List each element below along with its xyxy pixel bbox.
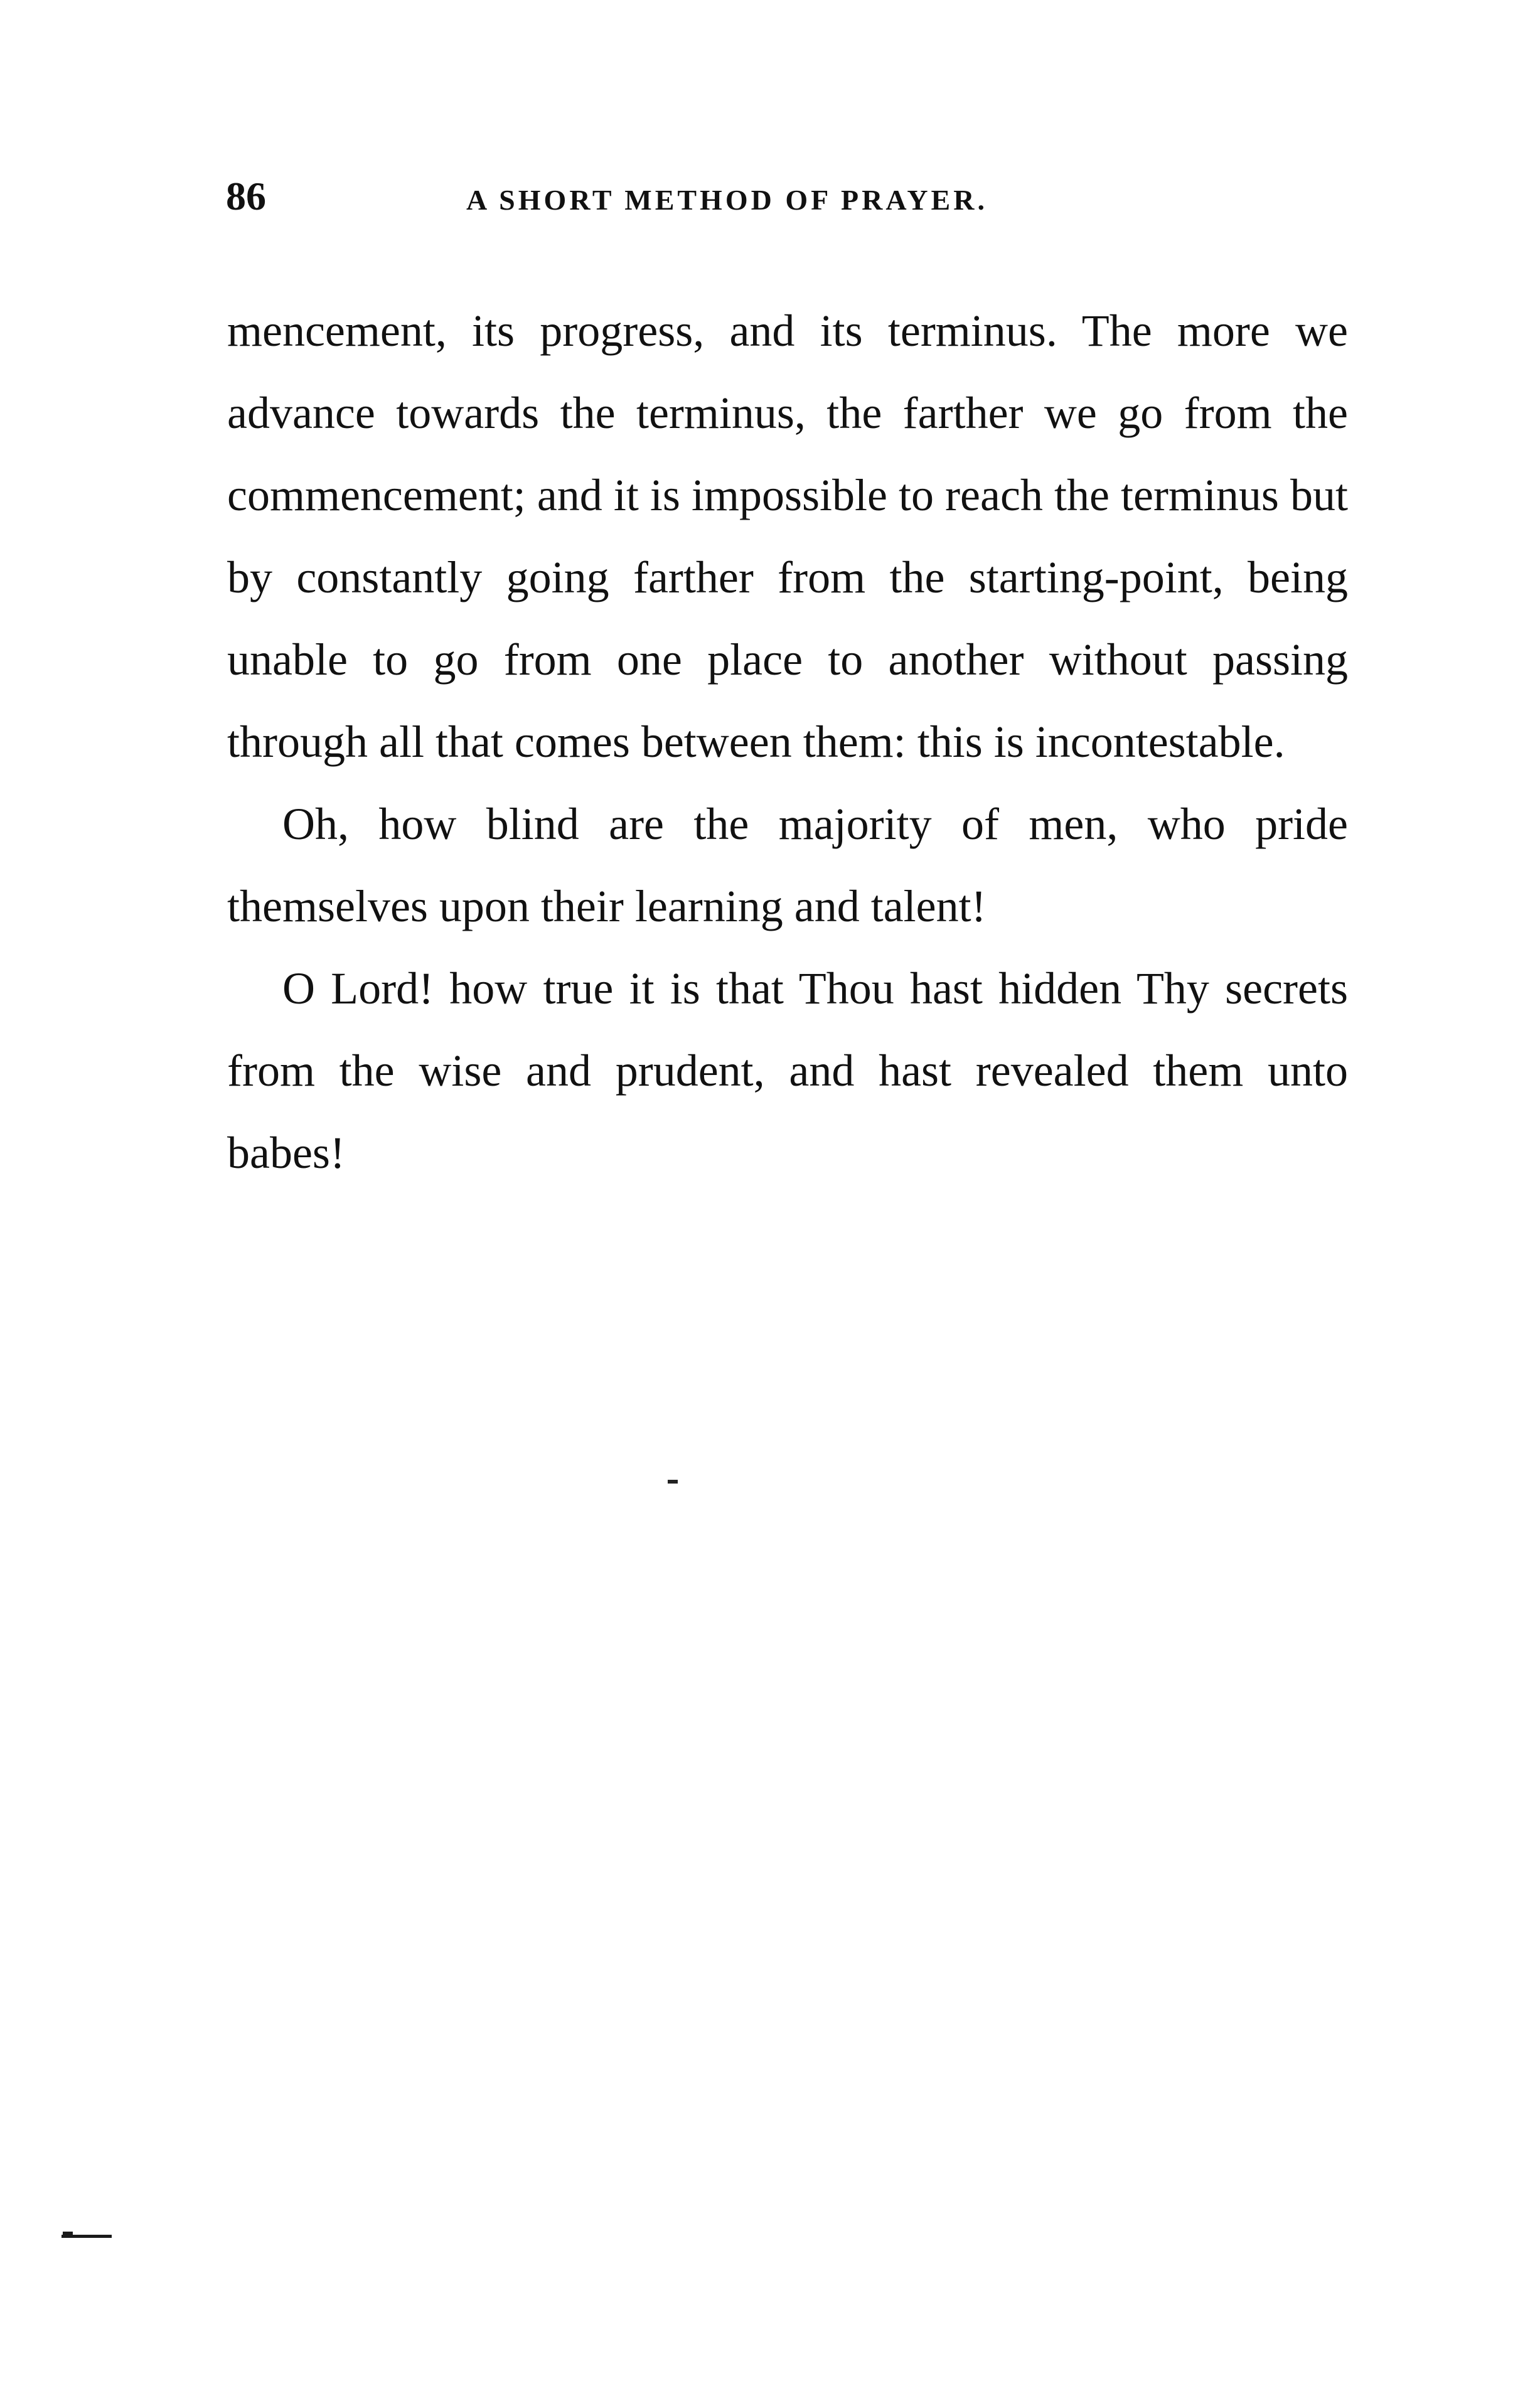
- paragraph-continued: mencement, its progress, and its terminus. The more we advance towards the terminus, the farther we go from the commencement; and it is impossible to reach the terminus but by constantly going farther from the starting-point, being unable to go from one place to another without passing through all that comes between them: this is incontestable.: [227, 306, 1348, 767]
- paragraph-prayer: O Lord! how true it is that Thou hast hidden Thy secrets from the wise and prudent, and hast revealed them unto babes!: [227, 963, 1348, 1178]
- paragraph-blindness: Oh, how blind are the majority of men, who pride themselves upon their learning and talent!: [227, 799, 1348, 931]
- running-head: [226, 168, 1349, 225]
- stray-ink-mark: [668, 1480, 678, 1484]
- running-title: A SHORT METHOD OF PRAYER.: [466, 184, 988, 216]
- page-number: 86: [226, 174, 266, 218]
- scan-edge-mark: [61, 2232, 112, 2239]
- body-text: [227, 290, 1348, 1194]
